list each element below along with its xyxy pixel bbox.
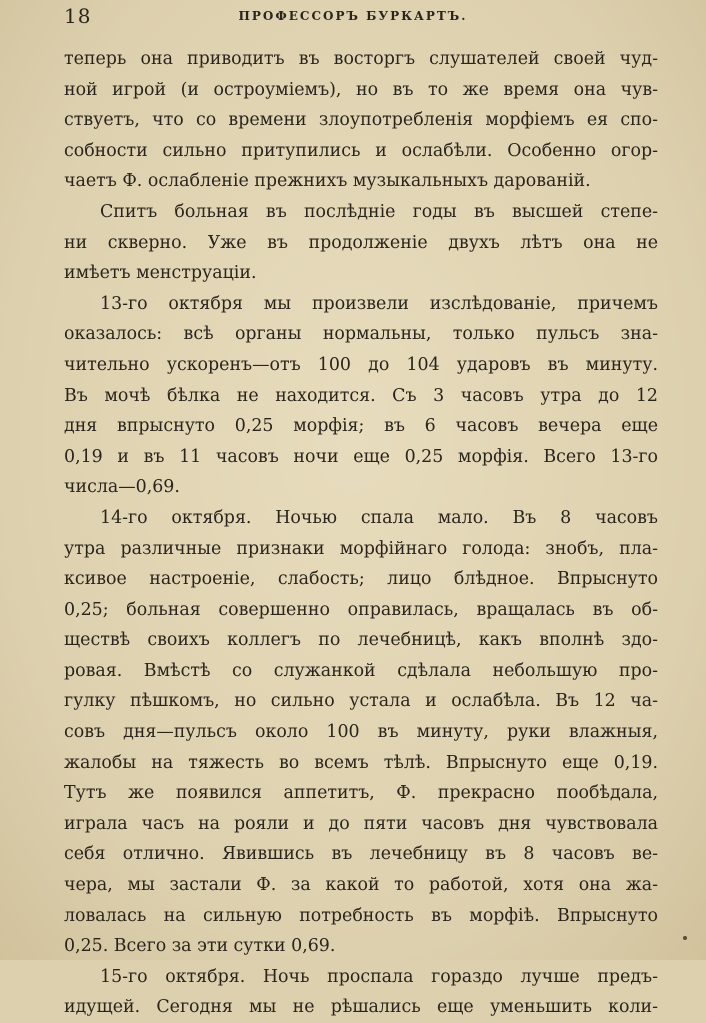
text-line: играла часъ на рояли и до пяти часовъ дня чувствовала [64,813,658,834]
paragraph-first-line: 14-го октября. Ночью спала мало. Въ 8 часовъ [100,507,658,528]
text-line: ни скверно. Уже въ продолженiе двухъ лѣтъ она не [64,232,658,253]
running-title: ПРОФЕССОРЪ БУРКАРТЪ. [238,9,468,23]
paper-speck [683,936,687,940]
text-line: 0,25. Всего за эти сутки 0,69. [64,936,336,957]
text-line: жалобы на тяжесть во всемъ тѣлѣ. Впрыснуто еще 0,19. [64,752,658,773]
paragraph-first-line: Спитъ больная въ послѣднiе годы въ высшей степе- [100,201,658,222]
text-line: Въ мочѣ бѣлка не находится. Съ 3 часовъ утра до 12 [64,385,658,406]
page-header [0,0,706,40]
text-line: совъ дня—пульсъ около 100 въ минуту, руки влажныя, [64,722,658,743]
text-line: ровая. Вмѣстѣ со служанкой сдѣлала небольшую про- [64,660,658,681]
text-line: оказалось: всѣ органы нормальны, только пульсъ зна- [64,324,658,345]
text-line: себя отлично. Явившись въ лечебницу въ 8 часовъ ве- [64,844,658,865]
paragraph-first-line: 13-го октября мы произвели изслѣдованiе, причемъ [100,293,658,314]
text-line: ствуетъ, что со времени злоупотребленiя морфiемъ ея спо- [64,110,658,131]
text-line: чаетъ Ф. ослабленiе прежнихъ музыкальныхъ дарованiй. [64,171,591,192]
text-line: имѣетъ менструацiи. [64,263,257,284]
text-line: чительно ускоренъ—отъ 100 до 104 ударовъ въ минуту. [64,354,658,375]
text-line: 0,19 и въ 11 часовъ ночи еще 0,25 морфiя. Всего 13-го [64,446,658,467]
text-line: ксивое настроенiе, слабость; лицо блѣдное. Впрыснуто [64,569,658,590]
text-line: утра различные признаки морфiйнаго голода: знобъ, пла- [64,538,658,559]
text-line: ществѣ своихъ коллегъ по лечебницѣ, какъ вполнѣ здо- [64,630,658,651]
body-text [64,44,658,1023]
text-line: чера, мы застали Ф. за какой то работой, хотя она жа- [64,875,658,896]
paragraph-first-line: 15-го октября. Ночь проспала гораздо лучше предъ- [100,966,658,987]
text-line: ной игрой (и остроумiемъ), но въ то же время она чув- [64,79,658,100]
text-line: дня впрыснуто 0,25 морфiя; въ 6 часовъ вечера еще [64,416,658,437]
text-line: теперь она приводитъ въ восторгъ слушателей своей чуд- [64,49,658,69]
text-line: Тутъ же появился аппетитъ, Ф. прекрасно пообѣдала, [64,783,658,804]
page-number: 18 [64,4,92,28]
text-line: ловалась на сильную потребность въ морфiѣ. Впрыснуто [64,905,658,926]
text-line: идущей. Сегодня мы не рѣшались еще уменьшить коли- [64,997,658,1018]
text-line: 0,25; больная совершенно оправилась, вращалась въ об- [64,599,658,620]
text-line: гулку пѣшкомъ, но сильно устала и ослабѣла. Въ 12 ча- [64,691,658,712]
text-line: числа—0,69. [64,477,180,498]
text-line: собности сильно притупились и ослабѣли. Особенно огор- [64,140,658,161]
